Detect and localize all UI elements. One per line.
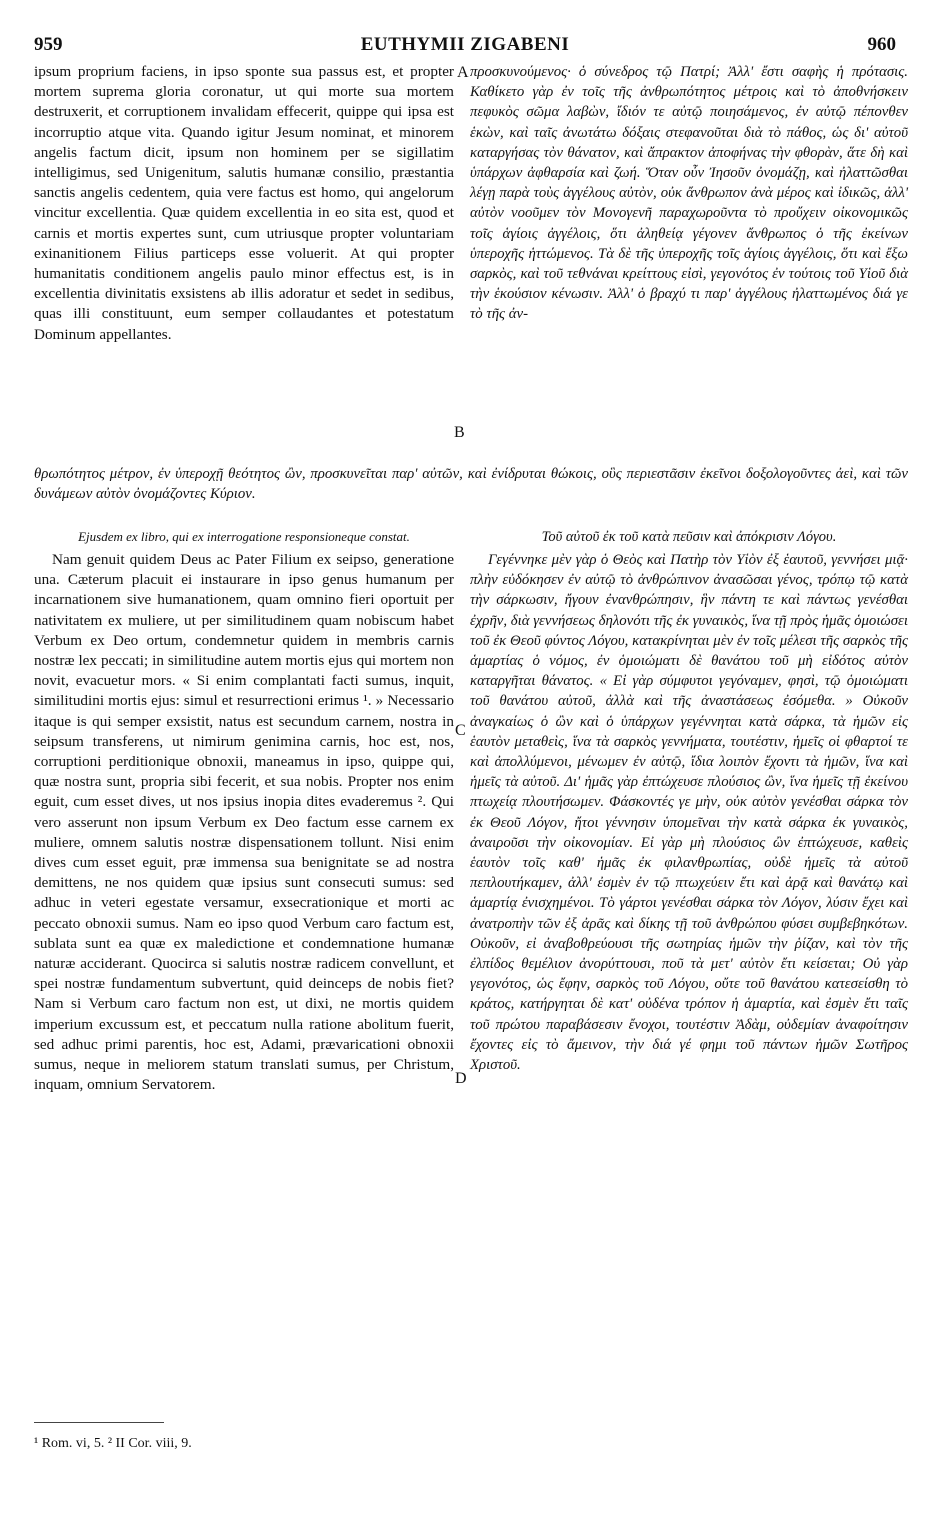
page-header xyxy=(34,34,896,58)
footnotes: ¹ Rom. vi, 5. ² II Cor. viii, 9. xyxy=(34,1436,192,1451)
greek-spanning-line: θρωπότητος μέτρον, ἐν ὑπεροχῇ θεότητος ὢν, προσκυνεῖται παρ' αὐτῶν, καὶ ἐνίδρυται θώκοις, οὓς περιεστᾶσιν ἐκεῖνοι δοξολογοῦντες ἀεὶ, καὶ τῶν δυνάμεων αὐτὸν ὀνομάζοντες Κύριον. xyxy=(34,466,908,503)
footnote-rule xyxy=(34,1422,164,1423)
margin-marker-b: B xyxy=(454,424,465,441)
margin-marker-c: C xyxy=(455,722,466,739)
greek-paragraph-top: προσκυνούμενος· ὁ σύνεδρος τῷ Πατρί; Ἀλλ' ἔστι σαφὴς ἡ πρότασις. Καθίκετο γὰρ ἐν τοῖς τῆς ἀνθρωπότητος μέτροις καὶ τὸ ἀποθνήσκειν πεφυκὸς σῶμα λαβὼν, ἴδιόν τε αὐτῷ ποιησάμενος, ἐν αὐτῷ πέπονθεν ἑκὼν, καὶ ταῖς ἀνωτάτω δόξαις στεφανοῦται διὰ τὸ πάθος, ὡς δι' αὐτοῦ καταργήσας τὸν θάνατον, καὶ ἄπρακτον ἀποφήνας τὴν φθορὰν, ἅτε δὴ καὶ ὑπάρχων ἀφθαρσία καὶ ζωή. Ὅταν οὖν Ἰησοῦν ὀνομάζῃ, καὶ ἠλαττῶσθαι λέγῃ παρὰ τοὺς ἀγγέλους αὐτὸν, οὐκ ἄνθρωπον ἀνὰ μέρος καὶ ἰδικῶς, ἀλλ' αὐτὸν νοοῦμεν τὸν Μονογενῆ παραχωροῦντα τὸ προὔχειν οἰκονομικῶς τοῖς ἁγίοις ἀγγέλοις, ὅτι ἀληθείᾳ γέγονεν ἄνθρωπος ὁ τῆς ἐκείνων ὑπεροχῆς ἡττώμενος. Τὰ δὲ τῆς ὑπεροχῆς τοῖς ἁγίοις ἀγγέλοις, ὅτι καὶ ἔξω σαρκὸς, καὶ τοῦ τεθνάναι κρείττους εἰσὶ, γεγονότος ἐν τούτοις τοῦ Υἱοῦ διὰ τὴν ἑκούσιον κένωσιν. Ἀλλ' ὁ βραχύ τι παρ' ἀγγέλους ἠλαττωμένος διά γε τὸ τῆς ἀν- xyxy=(470,64,908,323)
latin-body-paragraph: Nam genuit quidem Deus ac Pater Filium ex seipso, generatione una. Cæterum placuit ei instaurare in ipso genus humanum per incarnationem sive humanationem, quam omnino fieri oportuit per nativitatem ex muliere, ut per similitudinem quam nobiscum habet Verbum ex Deo ortum, condemnetur quidem in membris carnis nostræ lex peccati; in similitudine autem mortis ejus qui mortem non novit, evacuetur mors. « Si enim complantati facti sumus, inquit, similitudini mortis ejus: simul et resurrectioni erimus ¹. » Necessario itaque is qui semper exsistit, natus est secundum carnem, nostra in seipsum transferens, ut nimirum genimina carnis, hoc est, nos, corruptioni perditionique obnoxii, maneamus in ipso, quippe qui, quæ nostra sunt, propria sibi fecerit, et sua nobis. Propter nos enim eguit, cum esset dives, ut nos ipsius inopia dites evaderemus ². Qui vero asserunt non ipsum Verbum ex Deo factum esse carnem ex muliere, omnem salutis nostræ dispensationem tollunt. Nisi enim dives cum esset eguit, præ immensa sua benignitate se ad nostra demittens, ne nos quidem quæ ipsius sunt consecuti sumus: sed adhuc in veteri egestate versamur, exsecrationique et morti ac peccato obnoxii sumus. Nam eo ipso quod Verbum caro factum est, sublata sunt ea quæ ex maledictione et condemnatione humanæ naturæ acciderant. Quocirca si salutis nostræ radicem convellunt, et spei nostræ fundamentum subvertunt, quid deinceps de nobis fiet? Nam si Verbum caro factum non est, ut dixi, ne mortis quidem imperium excussum est, et peccatum nulla ratione abolitum fuerit, sed adhuc primi parentis, hoc est, Adami, prævaricationi obnoxii sumus, neque in meliorem statum translati sumus, per Christum, inquam, omnium Servatorem. xyxy=(34,551,454,1094)
latin-column-section xyxy=(34,528,454,1095)
greek-section-title: Τοῦ αὐτοῦ ἐκ τοῦ κατὰ πεῦσιν καὶ ἀπόκρισιν Λόγου. xyxy=(541,529,837,545)
greek-column-top xyxy=(470,62,908,325)
page-number-right: 960 xyxy=(867,34,896,55)
latin-section-title: Ejusdem ex libro, qui ex interrogatione responsioneque constat. xyxy=(78,529,410,544)
latin-paragraph-top: ipsum proprium faciens, in ipso sponte sua passus est, et propter mortem suprema gloria coronatur, ut qui morte sua mortem destruxerit, et corruptionem invalidam effecerit, quippe qui ipsa est incorruptio atque vita. Quando igitur Jesum nominat, et minorem angelis factum dicit, ipsum non hominem per se sigillatim intelligimus, sed Unigenitum, salutis humanæ consilio, præstantia sanctis angelis cedentem, quia vere factus est homo, qui angelorum vincitur excellentia. Quæ quidem excellentia in eo sita est, quod et carnis et mortis expertes sunt, cum utriusque propter voluntariam exinanitionem Filius particeps esse voluerit. At qui propter humanitatis conditionem angelis paulo minor effectus est, is in excellentia divinitatis exsistens ab illis adoratur et sedet in sedibus, quas illi constituunt, eum semper collaudantes et potestatum Dominum appellantes. xyxy=(34,63,454,343)
running-title: EUTHYMII ZIGABENI xyxy=(360,34,570,55)
greek-column-section xyxy=(470,528,908,1075)
margin-marker-a: A xyxy=(457,64,469,81)
latin-column-top xyxy=(34,62,454,345)
greek-body-paragraph: Γεγέννηκε μὲν γὰρ ὁ Θεὸς καὶ Πατὴρ τὸν Υἱὸν ἐξ ἑαυτοῦ, γεννήσει μιᾷ· πλὴν εὐδόκησεν ἐν αὐτῷ τὸ ἀνθρώπινον ἀνασῶσαι γένος, τρόπῳ τῷ κατὰ τὴν σάρκωσιν, ἤγουν ἐνανθρώπησιν, ἣν πάντη τε καὶ πάντως γενέσθαι ἐχρῆν, διὰ γεννήσεως δηλονότι τῆς ἐκ γυναικὸς, ἵνα τῇ πρὸς ἡμᾶς ὁμοιώσει τοῦ ἐκ Θεοῦ φύντος Λόγου, κατακρίνηται μὲν ἐν τοῖς μέλεσι τῆς σαρκὸς τῆς ἁμαρτίας ὁ νόμος, ἐν ὁμοιώματι δὲ θανάτου τοῦ μὴ εἰδότος αὐτὸν καταργῆται θάνατος. « Εἰ γὰρ σύμφυτοι γεγόναμεν, φησὶ, τῷ ὁμοιώματι τοῦ θανάτου αὐτοῦ, ἀλλὰ καὶ τῆς ἀναστάσεως ἐσόμεθα. » Οὐκοῦν ἀναγκαίως ὁ ὢν καὶ ὁ ὑπάρχων γεγέννηται κατὰ σάρκα, τὰ ἡμῶν εἰς ἑαυτὸν μεταθεὶς, ἵνα τὰ σαρκὸς γεννήματα, τουτέστιν, ἡμεῖς οἱ φθαρτοί τε καὶ ἀπολλύμενοι, μένωμεν ἐν αὐτῷ, ἴδια λοιπὸν ἔχοντι τὰ ἡμῶν, ἵνα καὶ ἡμεῖς τὰ αὐτοῦ. Δι' ἡμᾶς γὰρ ἐπτώχευσε πλούσιος ὢν, ἵνα ἡμεῖς τῇ ἐκείνου πτωχείᾳ πλουτήσωμεν. Φάσκοντές γε μὴν, οὐκ αὐτὸν γενέσθαι σάρκα τὸν ἐκ Θεοῦ Λόγον, ἤτοι γέννησιν ὑπομεῖναι τὴν κατὰ σάρκα ἐκ γυναικὸς, ἀναιροῦσι τὴν οἰκονομίαν. Εἰ γὰρ μὴ πλούσιος ὢν ἐπτώχευσε, καθεὶς ἑαυτὸν τοῖς καθ' ἡμᾶς ἐκ φιλανθρωπίας, οὐδὲ ἡμεῖς τὰ αὐτοῦ πεπλουτήκαμεν, ἀλλ' ἐσμὲν ἐν τῷ πτωχεύειν ἔτι καὶ ἀρᾷ καὶ θανάτῳ καὶ ἁμαρτίᾳ ἐνισχημένοι. Τὸ γάρτοι γενέσθαι σάρκα τὸν Λόγον, λύσιν ἔχει καὶ ἀνατροπὴν τῶν ἐξ ἀρᾶς καὶ δίκης τῇ τοῦ ἀνθρώπου φύσει συμβεβηκότων. Οὐκοῦν, εἰ ἀναβοθρεύουσι τῆς σωτηρίας ἡμῶν τὴν ῥίζαν, καὶ τὸν τῆς ἐλπίδος θεμέλιον ἀνορύττουσι, ποῦ τὰ μετ' αὐτὸν ἔτι κείσεται; Οὐ γὰρ γεγονότος, ὡς ἔφην, σαρκὸς τοῦ Λόγου, οὔτε τοῦ θανάτου κατεσείσθη τὸ κράτος, κατήργηται δὲ κατ' οὐδένα τρόπον ἡ ἁμαρτία, καὶ ἐσμὲν ἔτι ταῖς τοῦ πρώτου παραβάσεσιν ἔνοχοι, τουτέστιν Ἀδὰμ, οὐδεμίαν ἀναφοίτησιν ἔχοντες εἰς τὸ ἄμεινον, τὴν διά γέ φημι τοῦ πάντων ἡμῶν Σωτῆρος Χριστοῦ. xyxy=(470,552,908,1074)
margin-marker-d: D xyxy=(455,1070,467,1087)
page-number-left: 959 xyxy=(34,34,63,55)
